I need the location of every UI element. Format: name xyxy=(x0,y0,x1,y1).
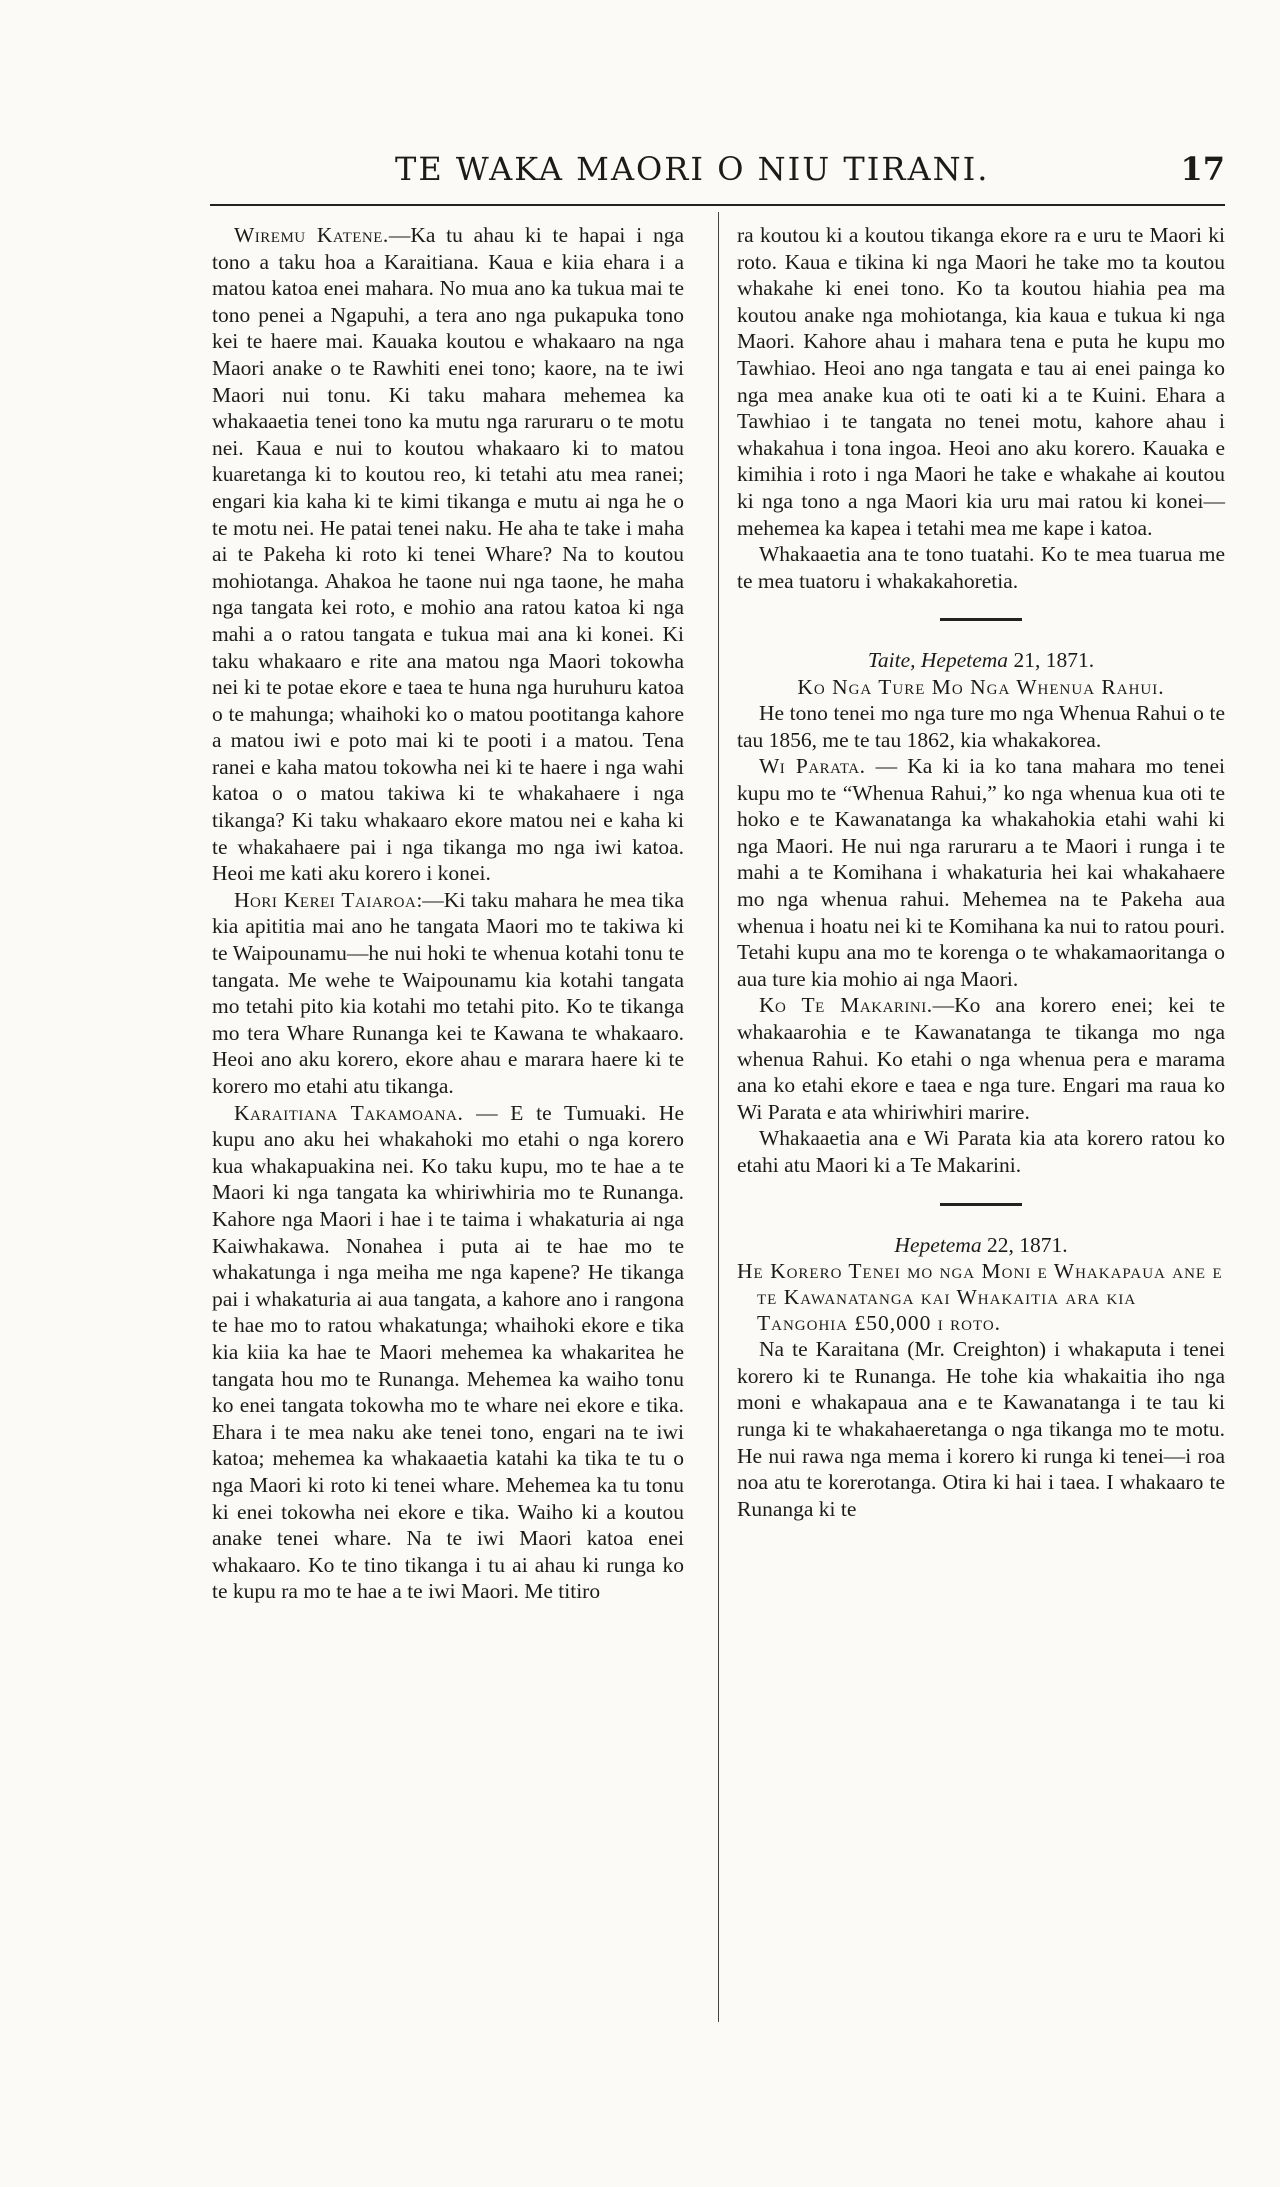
paragraph-text: Whakaaetia ana e Wi Parata kia ata korero ratou ko etahi atu Maori ki a Te Makarini. xyxy=(737,1126,1225,1177)
section-heading-moni: He Korero Tenei mo nga Moni e Whakapaua ane e te Kawanatanga kai Whakaitia ara kia Tangohia £50,000 i roto. xyxy=(737,1259,1223,1336)
speaker-name: Wi Parata. xyxy=(759,754,866,779)
speaker-name: Hori Kerei Taiaroa xyxy=(234,887,417,912)
running-title: TE WAKA MAORI O NIU TIRANI. xyxy=(395,150,990,188)
paragraph-whakaaetia xyxy=(737,1125,1225,1178)
left-column xyxy=(212,222,684,1605)
paragraph-katene xyxy=(212,222,684,887)
paragraph-karaitana xyxy=(737,1336,1225,1522)
page-header xyxy=(210,150,1225,194)
header-rule xyxy=(210,204,1225,206)
date-day: Hepetema xyxy=(894,1232,982,1257)
paragraph-closing: Whakaaetia ana te tono tuatahi. Ko te mea tuarua me te mea tuatoru i whakakahoretia. xyxy=(737,542,1225,593)
paragraph-wi-parata xyxy=(737,753,1225,992)
section-rule xyxy=(940,618,1022,621)
paragraph-text: — Ka ki ia ko tana mahara mo tenei kupu mo te “Whenua Rahui,” ko nga whenua kua oti te hoko e te Kawanatanga ka whakahokia etahi wahi ki nga Maori. He nui nga raruraru a te Maori i runga i te mahi a te Komihana i whakaturia hei kai whakahaere mo nga whenua rahui. Mehemea na te Pakeha aua whenua i hoatu nei ki te Komihana ka nui to ratou pouri. Tetahi kupu ana mo te korenga o te whakamaoritanga o aua ture kia mohio ai nga Maori. xyxy=(737,754,1225,991)
paragraph-taiaroa xyxy=(212,887,684,1100)
date-day: Taite, Hepetema xyxy=(867,648,1009,673)
right-column xyxy=(737,222,1225,1522)
page-number: 17 xyxy=(1180,150,1225,188)
paragraph-makarini xyxy=(737,992,1225,1125)
paragraph-tono xyxy=(737,700,1225,753)
speaker-name: Karaitiana Takamoana. xyxy=(234,1100,464,1125)
section-heading-whenua-rahui: Ko Nga Ture Mo Nga Whenua Rahui. xyxy=(797,674,1165,699)
paragraph-continuation: ra koutou ki a koutou tikanga ekore ra e uru te Maori ki roto. Kaua e tikina ki nga Maori he take mo ta koutou whakahe ki enei tono. Ko ta koutou hiahia pea ma koutou anake nga mohiotanga, kia kaua e tukua ki nga Maori. Kahore ahau i mahara tena e puta he kupu mo Tawhiao. Heoi ano nga tangata e tau ai enei painga ko nga mea anake kua oti te oati ki a te Kuini. Ehara a Tawhiao i te tangata no tenei motu, kahore ahau i whakahua i tona ingoa. Heoi ano aku korero. Kauaka e kimihia i roto i nga Maori he take e whakahe ai koutou ki nga tono a nga Maori kia uru mai ratou ki konei—mehemea ka kapea i tetahi mea me kape i katoa. xyxy=(737,223,1225,540)
paragraph-karaitiana xyxy=(212,1100,684,1605)
paragraph-text: :—Ki taku mahara he mea tika kia apititia mai ano he tangata Maori mo te takiwa ki te Waipounamu—he nui hoki te whenua kotahi tonu te tangata. Me wehe te Waipounamu kia kotahi tangata mo tetahi pito kia kotahi mo tetahi pito. Ko te tikanga mo tera Whare Runanga kei te Kawana te whakaaro. Heoi ano aku korero, ekore ahau e marara haere ki te korero mo etahi atu tikanga. xyxy=(212,887,684,1098)
column-divider xyxy=(718,212,719,2022)
speaker-name: Wiremu Katene. xyxy=(234,223,389,247)
paragraph-text: He tono tenei mo nga ture mo nga Whenua Rahui o te tau 1856, me te tau 1862, kia whakakorea. xyxy=(737,700,1225,752)
dateline-21 xyxy=(737,647,1225,674)
date-number: 22, 1871. xyxy=(986,1232,1068,1257)
dateline-22 xyxy=(737,1232,1225,1259)
paragraph-text: — E te Tumuaki. He kupu ano aku hei whakahoki mo etahi o nga korero kua whakapuakina nei. Ko taku kupu, mo te hae a te Maori ki nga tangata ka whiriwhiria mo te Runanga. Kahore nga Maori i hae i te taima i whakaturia ai nga Kaiwhakawa. Nonahea i puta ai te hae mo te whakatunga i nga meiha me nga kapene? He tikanga pai i whakaturia ai aua tangata, a kahore ano i rangona te hae mo to ratou whakatunga; whaihoki ekore e tika kia kiia ka hae te Maori mehemea ka whakaritea he tangata hou mo te Runanga. Mehemea ka waiho tonu ko enei tangata tokowha mo te whare nei ekore e tika. Ehara i te mea naku ake tenei tono, engari na te iwi katoa; mehemea ka whakaaetia katahi ka tika te tu o nga Maori ki roto ki tenei whare. Mehemea ka tu tonu ki enei tokowha nei ekore e tika. Waiho ki a koutou anake tenei whare. Na te iwi Maori katoa enei whakaaro. Ko te tino tikanga i tu ai ahau ki runga ko te kupu ra mo te hae a te iwi Maori. Me titiro xyxy=(212,1100,684,1604)
section-rule xyxy=(940,1203,1022,1206)
paragraph-text: —Ka tu ahau ki te hapai i nga tono a taku hoa a Karaitiana. Kaua e kiia ehara i a matou katoa enei mahara. No mua ano ka tukua mai te tono penei a Ngapuhi, a tera ano nga pukapuka tono kei te haere mai. Kauaka koutou e whakaaro na nga Maori anake o te Rawhiti enei tono; kaore, na te iwi Maori nui tonu. Ki taku mahara mehemea ka whakaaetia tenei tono ka mutu nga raruraru o te motu nei. Kaua e nui to koutou whakaaro ki to matou kuaretanga ki to koutou reo, ki tetahi atu mea ranei; engari kia kaha ki te kimi tikanga e mutu ai nga he o te motu nei. He patai tenei naku. He aha te take i maha ai te Pakeha ki roto ki tenei Whare? Na to koutou mohiotanga. Ahakoa he taone nui nga taone, he maha nga tangata kei roto, e mohio ana ratou katoa ki nga mahi a o ratou tangata e tukua mai ana ki konei. Ki taku whakaaro e rite ana matou nga Maori tokowha nei ki te potae ekore e taea te huna nga huruhuru katoa o te mahunga; whaihoki ko o matou pootitanga kahore a matou iwi e poto mai ki te pooti i a matou. Tena ranei e kaha matou tokowha nei ki te haere i nga wahi katoa o o matou takiwa ki te whakahaere i nga tikanga? Ki taku whakaaro ekore matou nei e kaha ki te whakahaere pai i nga tikanga mo nga iwi katoa. Heoi me kati aku korero i konei. xyxy=(212,223,684,886)
paragraph-text: —Ko ana korero enei; kei te whakaarohia e te Kawanatanga te tikanga mo nga whenua Rahui. Ko etahi o nga whenua pera e marama ana ko etahi ekore e taea e nga ture. Engari ma raua ko Wi Parata e ata whiriwhiri marire. xyxy=(737,993,1225,1124)
speaker-name: Ko Te Makarini. xyxy=(759,993,933,1018)
date-number: 21, 1871. xyxy=(1013,648,1095,673)
paragraph-text: Na te Karaitana (Mr. Creighton) i whakaputa i tenei korero ki te Runanga. He tohe kia whakaitia iho nga moni e whakapaua ana e te Kawanatanga i te tau ki runga ki te whakahaeretanga o nga tikanga mo te motu. He nui rawa nga mema i korero ki runga ki tenei—i roa noa atu te korerotanga. Otira ki hai i taea. I whakaaro te Runanga ki te xyxy=(737,1337,1225,1521)
